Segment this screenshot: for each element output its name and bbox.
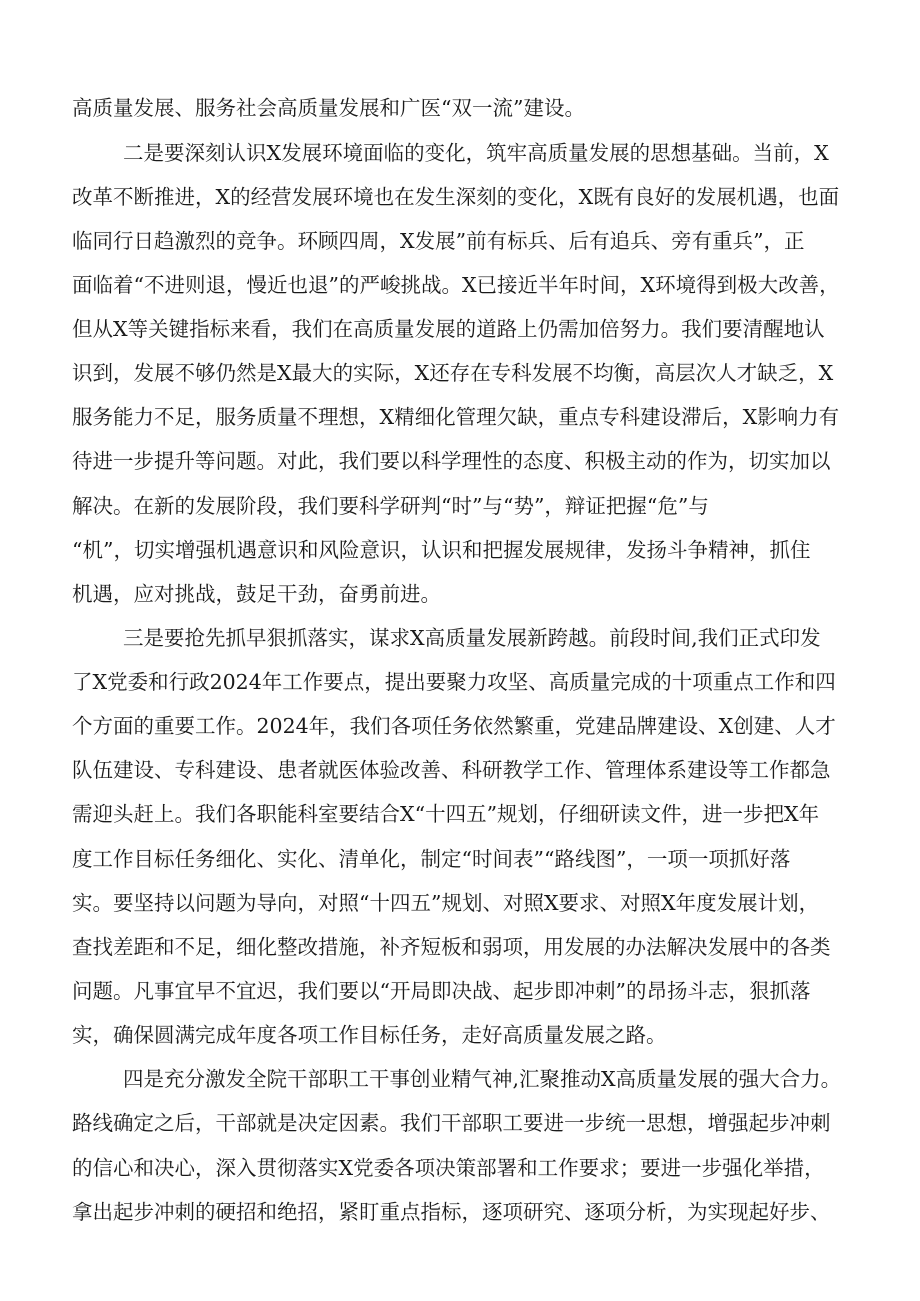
text-line: “机”，切实增强机遇意识和风险意识，认识和把握发展规律，发扬斗争精神，抓住 bbox=[72, 538, 811, 562]
text-line: 高质量发展、服务社会高质量发展和广医“双一流”建设。 bbox=[72, 96, 585, 120]
text-line: 需迎头赶上。我们各职能科室要结合X“十四五”规划，仔细研读文件，进一步把X年 bbox=[72, 802, 820, 826]
text-line: 临同行日趋激烈的竞争。环顾四周，X发展”前有标兵、后有追兵、旁有重兵”，正 bbox=[72, 229, 805, 253]
text-line: 改革不断推进，X的经营发展环境也在发生深刻的变化，X既有良好的发展机遇，也面 bbox=[72, 185, 840, 209]
paragraph-first-line: 三是要抢先抓早狠抓落实，谋求X高质量发展新跨越。前段时间,我们正式印发 bbox=[123, 626, 821, 650]
paragraph-first-line: 二是要深刻认识X发展环境面临的变化，筑牢高质量发展的思想基础。当前，X bbox=[123, 141, 829, 165]
text-line: 路线确定之后，干部就是决定因素。我们干部职工要进一步统一思想，增强起步冲刺 bbox=[72, 1111, 831, 1135]
text-line: 解决。在新的发展阶段，我们要科学研判“时”与“势”，辩证把握“危”与 bbox=[72, 494, 709, 518]
text-line: 了X党委和行政2024年工作要点，提出要聚力攻坚、高质量完成的十项重点工作和四 bbox=[72, 670, 836, 694]
paragraph-first-line: 四是充分激发全院干部职工干事创业精气神,汇聚推动X高质量发展的强大合力。 bbox=[123, 1067, 842, 1091]
text-line: 实。要坚持以问题为导向，对照“十四五”规划、对照X要求、对照X年度发展计划， bbox=[72, 891, 820, 915]
text-line: 拿出起步冲刺的硬招和绝招，紧盯重点指标，逐项研究、逐项分析，为实现起好步、 bbox=[72, 1200, 831, 1224]
text-line: 查找差距和不足，细化整改措施，补齐短板和弱项，用发展的办法解决发展中的各类 bbox=[72, 935, 831, 959]
text-line: 待进一步提升等问题。对此，我们要以科学理性的态度、积极主动的作为，切实加以 bbox=[72, 449, 831, 473]
text-line: 问题。凡事宜早不宜迟，我们要以“开局即决战、起步即冲刺”的昂扬斗志，狠抓落 bbox=[72, 979, 811, 1003]
text-line: 个方面的重要工作。2024年，我们各项任务依然繁重，党建品牌建设、X创建、人才 bbox=[72, 714, 836, 738]
text-line: 实，确保圆满完成年度各项工作目标任务，走好高质量发展之路。 bbox=[72, 1023, 667, 1047]
text-line: 机遇，应对挑战，鼓足干劲，奋勇前进。 bbox=[72, 582, 441, 606]
text-line: 的信心和决心，深入贯彻落实X党委各项决策部署和工作要求；要进一步强化举措， bbox=[72, 1156, 825, 1180]
text-line: 队伍建设、专科建设、患者就医体验改善、科研教学工作、管理体系建设等工作都急 bbox=[72, 758, 831, 782]
text-line: 识到，发展不够仍然是X最大的实际，X还存在专科发展不均衡，高层次人才缺乏，X bbox=[72, 361, 834, 385]
text-line: 服务能力不足，服务质量不理想，X精细化管理欠缺，重点专科建设滞后，X影响力有 bbox=[72, 405, 840, 429]
text-line: 但从X等关键指标来看，我们在高质量发展的道路上仍需加倍努力。我们要清醒地认 bbox=[72, 317, 825, 341]
text-line: 度工作目标任务细化、实化、清单化，制定“时间表”“路线图”，一项一项抓好落 bbox=[72, 847, 791, 871]
text-line: 面临着“不进则退，慢近也退”的严峻挑战。X已接近半年时间，X环境得到极大改善， bbox=[72, 273, 840, 297]
